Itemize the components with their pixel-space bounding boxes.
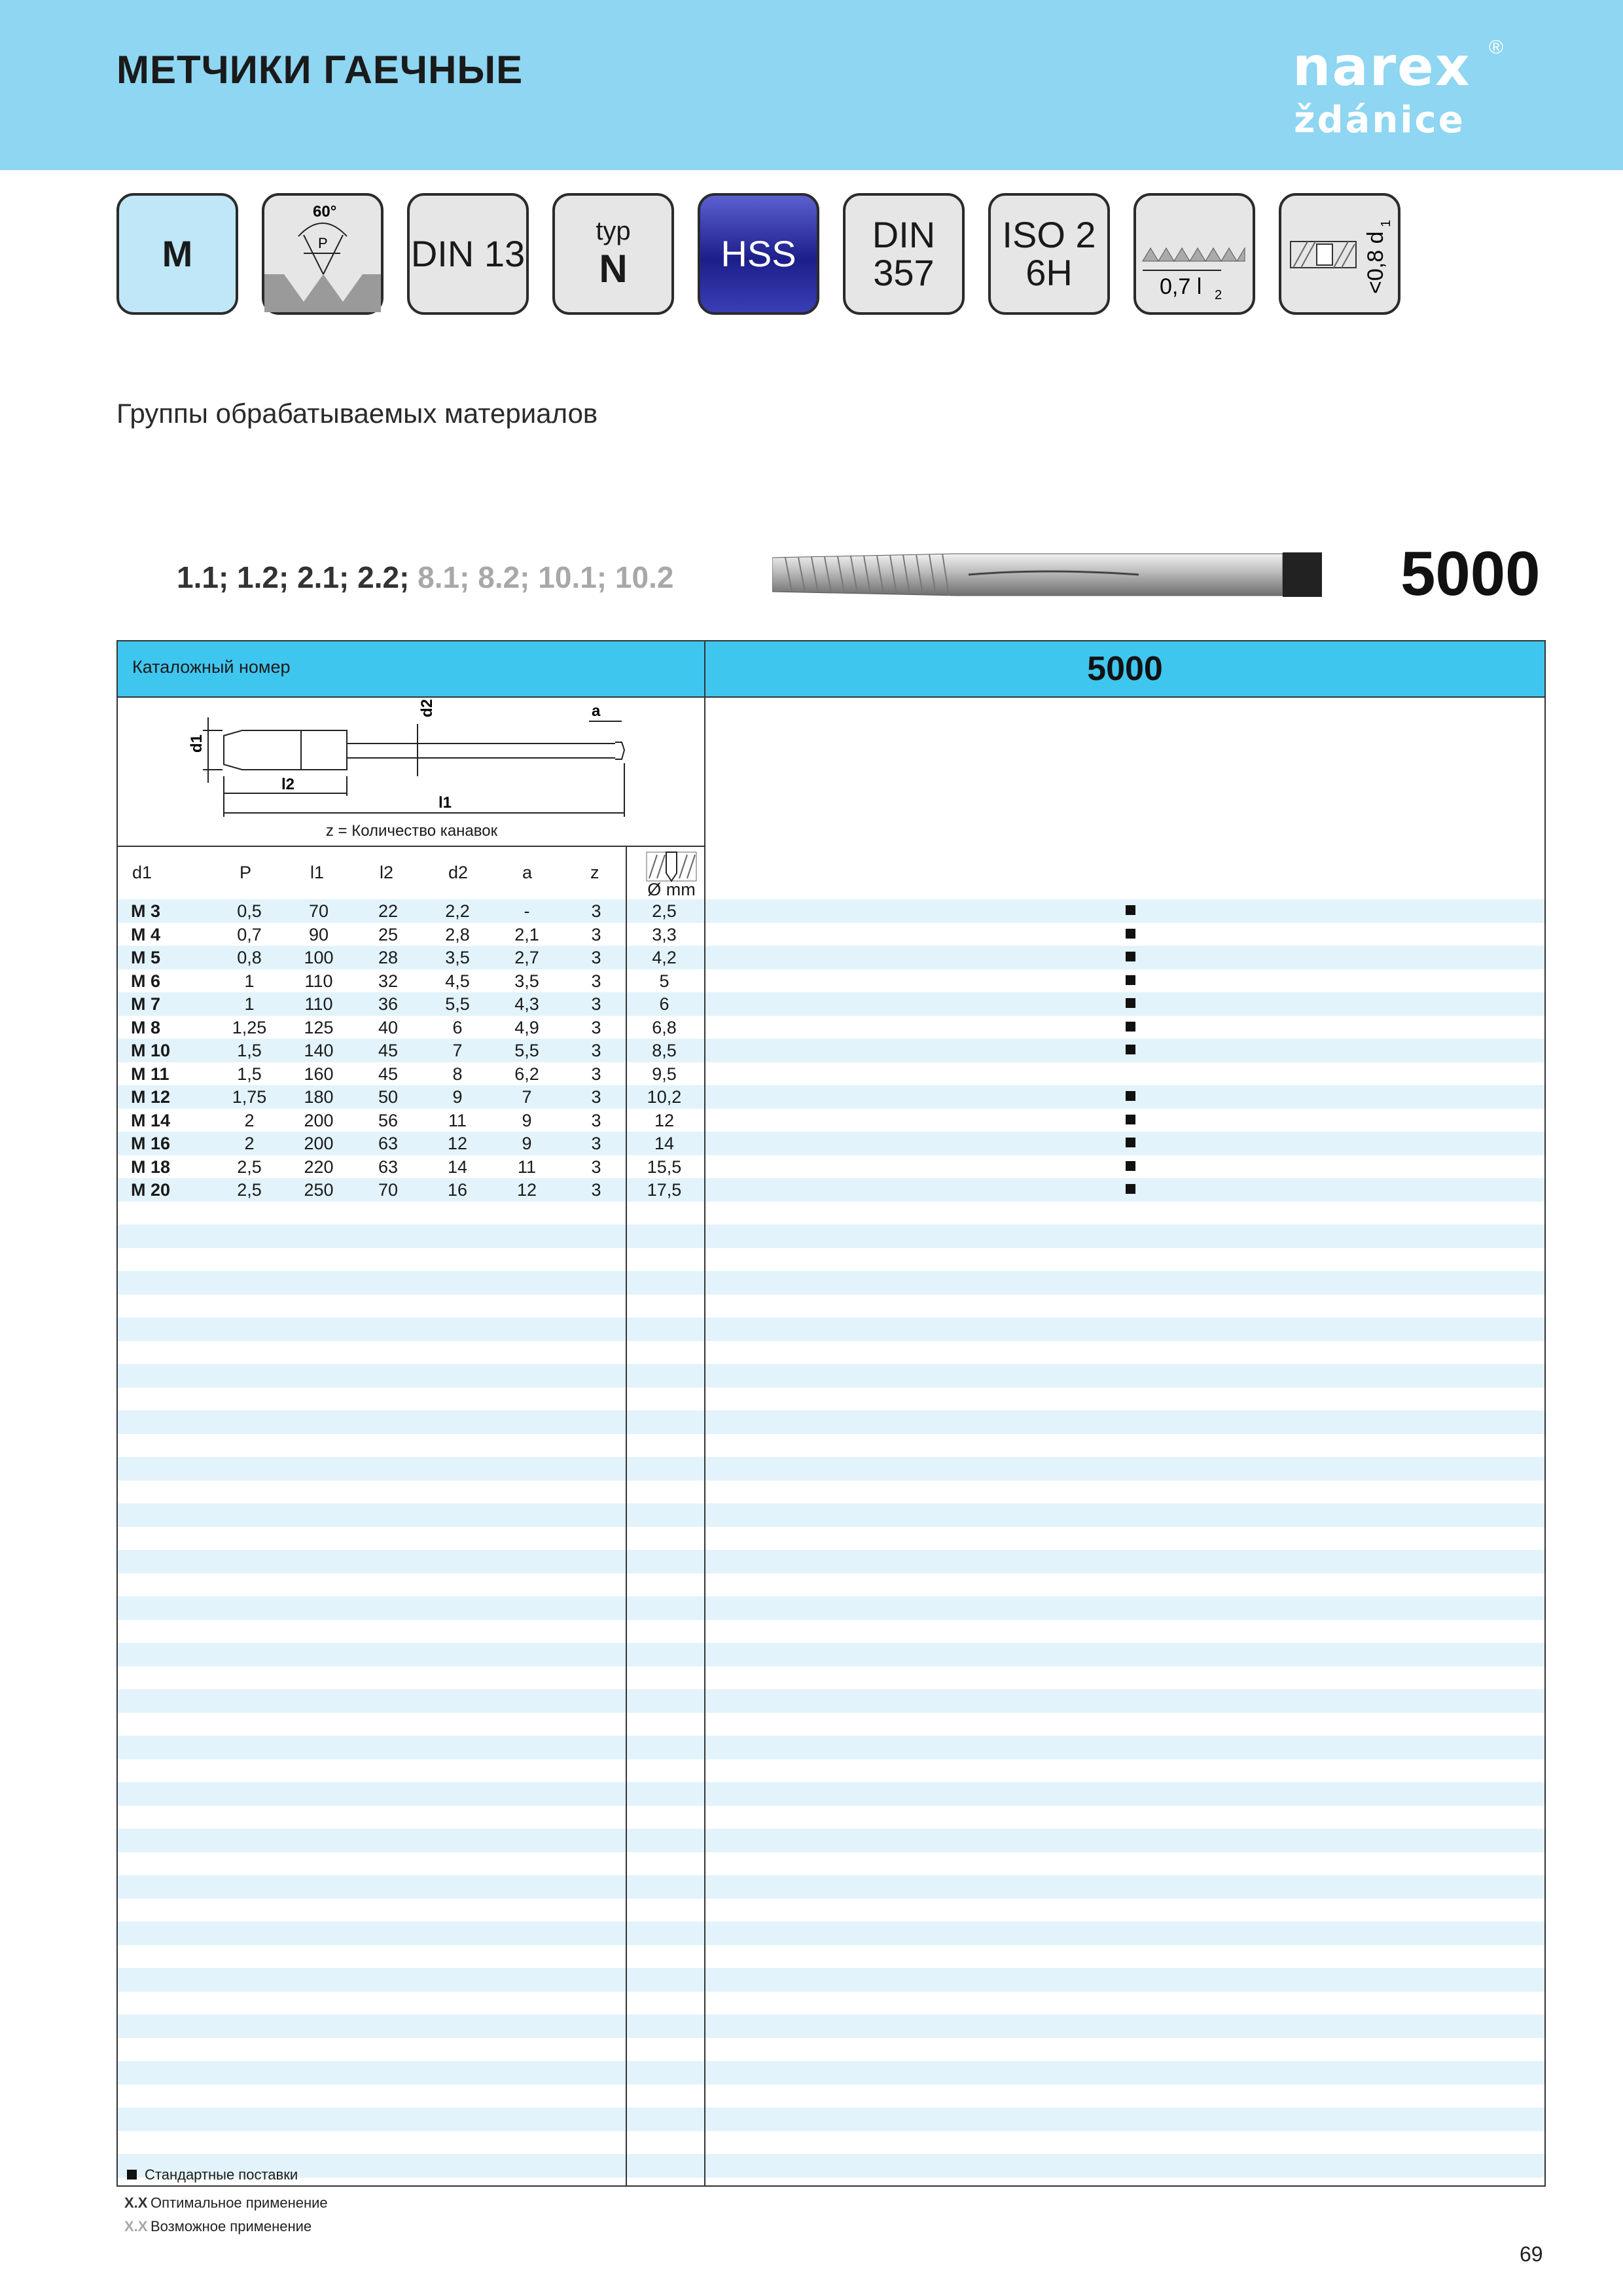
- thread-profile-svg: [264, 196, 381, 312]
- table-stripe: [118, 1992, 1544, 2015]
- cell-drill: 6,8: [652, 1017, 677, 1037]
- table-stripe: [118, 1225, 1544, 1248]
- svg-text:P: P: [318, 235, 328, 251]
- cell-d2: 7: [452, 1041, 463, 1060]
- table-row: [118, 1062, 1544, 1086]
- product-code: 5000: [1400, 539, 1541, 609]
- svg-text:d1: d1: [188, 734, 205, 753]
- logo-top: narex: [1293, 36, 1471, 98]
- cell-z: 3: [591, 1180, 601, 1200]
- catalog-label: Каталожный номер: [132, 657, 291, 677]
- cell-l1: 110: [304, 971, 333, 991]
- standard-supply-mark: [1126, 1184, 1135, 1194]
- cell-d2: 2,8: [445, 924, 470, 944]
- col-z: z: [590, 863, 599, 882]
- cell-d2: 9: [452, 1087, 463, 1107]
- page-number: 69: [1520, 2242, 1543, 2266]
- chamfer-icon: [1133, 193, 1255, 315]
- cell-d2: 3,5: [445, 948, 470, 967]
- cell-a: 9: [522, 1134, 532, 1153]
- standard-supply-mark: [1126, 929, 1135, 939]
- table-stripe: [118, 1922, 1544, 1945]
- cell-z: 3: [591, 948, 601, 967]
- cell-d1: M 5: [131, 948, 161, 967]
- cell-d2: 8: [452, 1064, 463, 1084]
- iso2-icon: ISO 2 6H: [988, 193, 1110, 315]
- cell-p: 0,7: [237, 924, 262, 944]
- cell-a: 12: [516, 1180, 537, 1200]
- table-row: [118, 969, 1544, 993]
- cell-drill: 14: [654, 1134, 675, 1153]
- cell-l2: 32: [378, 971, 399, 991]
- table-row: [118, 899, 1544, 923]
- col-l2: l2: [380, 863, 394, 882]
- svg-text:60°: 60°: [313, 203, 337, 221]
- cell-l1: 110: [304, 994, 333, 1014]
- cell-a: 3,5: [514, 971, 539, 991]
- table-stripe: [118, 1968, 1544, 1992]
- standard-supply-mark: [1126, 1045, 1135, 1054]
- col-drill: Ø mm: [647, 880, 696, 899]
- cell-l2: 63: [378, 1134, 399, 1153]
- possible-groups: 8.1; 8.2; 10.1; 10.2: [409, 560, 674, 594]
- cell-d2: 6: [452, 1017, 463, 1037]
- hss-icon: HSS: [698, 193, 819, 315]
- cell-z: 3: [591, 971, 601, 991]
- cell-d2: 12: [447, 1134, 468, 1153]
- cell-z: 3: [591, 1017, 601, 1037]
- drill-icon: [640, 850, 703, 884]
- cell-l2: 45: [378, 1041, 399, 1060]
- cell-a: 4,3: [514, 994, 539, 1014]
- cell-d1: M 4: [131, 924, 161, 944]
- table-stripe: [118, 1666, 1544, 1690]
- table-stripe: [118, 1806, 1544, 1829]
- cell-d1: M 7: [131, 994, 161, 1014]
- cell-l1: 180: [304, 1087, 334, 1107]
- page-title: МЕТЧИКИ ГАЕЧНЫЕ: [116, 48, 524, 92]
- cell-d2: 5,5: [445, 994, 470, 1014]
- cell-l2: 45: [378, 1064, 399, 1084]
- cell-a: 11: [517, 1157, 537, 1177]
- logo-bottom: ždánice: [1294, 99, 1465, 141]
- table-stripe: [118, 1503, 1544, 1527]
- legend-possible: X.X Возможное применение: [124, 2218, 312, 2234]
- cell-p: 1: [244, 994, 255, 1014]
- cell-l2: 25: [378, 924, 399, 944]
- product-table: [116, 640, 1546, 2187]
- standard-supply-mark: [1126, 998, 1135, 1008]
- cell-d2: 14: [447, 1157, 468, 1177]
- material-groups: [177, 560, 673, 595]
- table-stripe: [118, 1271, 1544, 1295]
- svg-text:<0,8 d: <0,8 d: [1363, 231, 1388, 294]
- cell-z: 3: [591, 1110, 601, 1130]
- cell-p: 1: [244, 971, 255, 991]
- table-stripe: [118, 1410, 1544, 1434]
- optimal-groups: 1.1; 1.2; 2.1; 2.2;: [177, 560, 410, 594]
- cell-a: 4,9: [514, 1017, 539, 1037]
- cell-l2: 22: [378, 901, 399, 921]
- type-n-icon: typ N: [552, 193, 674, 315]
- table-stripe: [118, 1202, 1544, 1225]
- col-d2: d2: [448, 863, 469, 882]
- cell-l1: 220: [304, 1157, 334, 1177]
- table-stripe: [118, 1388, 1544, 1411]
- table-stripe: [118, 1596, 1544, 1620]
- flutes-caption: z = Количество канавок: [325, 822, 498, 840]
- tap-dimension-diagram: [118, 698, 705, 846]
- table-stripe: [118, 2108, 1544, 2131]
- tap-image: [772, 548, 1335, 601]
- table-stripe: [118, 2154, 1544, 2178]
- table-row: [118, 1039, 1544, 1062]
- thread-m-icon: M: [116, 193, 238, 315]
- cell-drill: 15,5: [647, 1157, 682, 1177]
- cell-p: 0,5: [237, 901, 262, 921]
- table-row: [118, 1178, 1544, 1202]
- cell-a: 2,1: [514, 924, 539, 944]
- cell-d1: M 11: [131, 1064, 169, 1084]
- catalog-number-cell: [705, 641, 1544, 696]
- table-stripe: [118, 1527, 1544, 1551]
- table-stripe: [118, 2038, 1544, 2062]
- table-stripe: [118, 1875, 1544, 1899]
- cell-drill: 5: [659, 971, 669, 991]
- cell-drill: 9,5: [652, 1064, 677, 1084]
- cell-l2: 70: [378, 1180, 399, 1200]
- cell-p: 2,5: [237, 1157, 262, 1177]
- table-row: [118, 946, 1544, 969]
- table-stripe: [118, 1643, 1544, 1666]
- cell-p: 0,8: [237, 948, 262, 967]
- table-row: [118, 1132, 1544, 1155]
- cell-drill: 2,5: [652, 901, 677, 921]
- standard-supply-mark: [1126, 905, 1135, 915]
- col-p: P: [240, 863, 252, 882]
- cell-a: 2,7: [514, 948, 539, 967]
- cell-z: 3: [591, 1087, 601, 1107]
- cell-p: 1,75: [232, 1087, 267, 1107]
- standard-supply-mark: [1126, 952, 1135, 961]
- cell-z: 3: [591, 924, 601, 944]
- cell-p: 1,5: [237, 1041, 262, 1060]
- cell-l2: 28: [378, 948, 399, 967]
- cell-d1: M 14: [131, 1110, 171, 1130]
- hole-depth-icon: [1279, 193, 1400, 315]
- cell-d2: 16: [447, 1180, 468, 1200]
- cell-d1: M 3: [131, 901, 161, 921]
- table-stripe: [118, 1573, 1544, 1597]
- cell-z: 3: [591, 901, 601, 921]
- standard-supply-mark: [1126, 1115, 1135, 1124]
- standard-supply-mark: [1126, 1138, 1135, 1147]
- din13-icon: DIN 13: [407, 193, 529, 315]
- cell-l1: 125: [304, 1017, 334, 1037]
- table-stripe: [118, 1759, 1544, 1783]
- cell-p: 2: [244, 1134, 255, 1153]
- table-row: [118, 992, 1544, 1016]
- table-stripe: [118, 1341, 1544, 1365]
- table-stripe: [118, 1689, 1544, 1713]
- svg-text:l2: l2: [281, 776, 295, 793]
- svg-text:0,7 l: 0,7 l: [1160, 274, 1202, 299]
- cell-drill: 17,5: [647, 1180, 682, 1200]
- cell-l2: 50: [378, 1087, 399, 1107]
- cell-a: 6,2: [514, 1064, 539, 1084]
- cell-l1: 160: [304, 1064, 334, 1084]
- catalog-label-cell: [118, 641, 705, 696]
- catalog-column-top: [705, 698, 1544, 898]
- cell-l1: 140: [304, 1041, 334, 1060]
- col-d1: d1: [132, 863, 152, 882]
- col-l1: l1: [310, 863, 325, 882]
- page-header: [0, 0, 1623, 170]
- catalog-number: 5000: [1087, 650, 1163, 688]
- cell-drill: 12: [654, 1110, 675, 1130]
- table-stripe: [118, 1434, 1544, 1458]
- table-stripe: [118, 1248, 1544, 1272]
- narex-logo: [1293, 36, 1504, 145]
- table-row: [118, 1085, 1544, 1109]
- standard-supply-mark: [1126, 1161, 1135, 1171]
- table-stripe: [118, 1945, 1544, 1969]
- svg-text:d2: d2: [418, 698, 436, 717]
- cell-l2: 56: [378, 1110, 399, 1130]
- cell-a: -: [524, 901, 530, 921]
- cell-l1: 200: [304, 1110, 334, 1130]
- cell-l1: 90: [308, 924, 329, 944]
- cell-l1: 100: [304, 948, 334, 967]
- table-stripe: [118, 2085, 1544, 2108]
- table-stripe: [118, 1782, 1544, 1806]
- cell-l1: 70: [308, 901, 329, 921]
- table-stripe: [118, 1829, 1544, 1852]
- cell-d1: M 18: [131, 1157, 171, 1177]
- cell-p: 2,5: [237, 1180, 262, 1200]
- svg-text:a: a: [592, 702, 601, 720]
- table-stripe: [118, 2131, 1544, 2155]
- table-stripe: [118, 2061, 1544, 2085]
- thread-profile-icon: [262, 193, 383, 315]
- svg-text:l1: l1: [438, 794, 452, 812]
- table-stripe: [118, 1620, 1544, 1643]
- cell-z: 3: [591, 1134, 601, 1153]
- cell-drill: 4,2: [652, 948, 677, 967]
- cell-z: 3: [591, 1041, 601, 1060]
- cell-z: 3: [591, 1064, 601, 1084]
- cell-a: 9: [522, 1110, 532, 1130]
- cell-l1: 200: [304, 1134, 334, 1153]
- cell-drill: 6: [659, 994, 669, 1014]
- table-stripe: [118, 1480, 1544, 1504]
- cell-d1: M 20: [131, 1180, 171, 1200]
- legend-optimal: X.X Оптимальное применение: [124, 2195, 328, 2211]
- cell-z: 3: [591, 994, 601, 1014]
- divider-drill-left: [626, 847, 627, 2187]
- table-stripe: [118, 2015, 1544, 2038]
- cell-p: 1,25: [232, 1017, 267, 1037]
- cell-d1: M 8: [131, 1017, 161, 1037]
- cell-d1: M 12: [131, 1087, 171, 1107]
- registered-mark: ®: [1489, 37, 1504, 58]
- svg-text:2: 2: [1215, 288, 1222, 302]
- din357-icon: DIN 357: [843, 193, 965, 315]
- cell-l1: 250: [304, 1180, 334, 1200]
- material-groups-label: Группы обрабатываемых материалов: [116, 398, 598, 429]
- cell-l2: 40: [378, 1017, 399, 1037]
- cell-p: 1,5: [237, 1064, 262, 1084]
- cell-p: 2: [244, 1110, 255, 1130]
- table-stripe: [118, 1295, 1544, 1318]
- cell-a: 7: [522, 1087, 532, 1107]
- legend-standard: Стандартные поставки: [127, 2166, 298, 2183]
- table-stripe: [118, 1852, 1544, 1876]
- cell-d1: M 10: [131, 1041, 171, 1060]
- standard-supply-mark: [1126, 1022, 1135, 1031]
- table-row: [118, 923, 1544, 946]
- svg-text:1: 1: [1379, 219, 1393, 227]
- divider-catalog: [704, 641, 705, 2187]
- standard-supply-mark: [1126, 975, 1135, 985]
- spec-icons: [116, 193, 1425, 319]
- column-headers: [118, 847, 705, 899]
- table-stripe: [118, 1457, 1544, 1480]
- table-row: [118, 1016, 1544, 1039]
- cell-drill: 10,2: [647, 1087, 682, 1107]
- cell-d2: 4,5: [445, 971, 470, 991]
- col-a: a: [522, 863, 533, 882]
- cell-a: 5,5: [514, 1041, 539, 1060]
- cell-z: 3: [591, 1157, 601, 1177]
- table-stripe: [118, 1899, 1544, 1922]
- cell-d2: 11: [448, 1110, 467, 1130]
- cell-l2: 63: [378, 1157, 399, 1177]
- cell-d2: 2,2: [445, 901, 470, 921]
- table-stripe: [118, 1736, 1544, 1759]
- cell-d1: M 6: [131, 971, 161, 991]
- cell-drill: 8,5: [652, 1041, 677, 1060]
- table-stripe: [118, 1713, 1544, 1736]
- cell-drill: 3,3: [652, 924, 677, 944]
- table-body: [118, 899, 1544, 2187]
- standard-mark-icon: [127, 2170, 137, 2179]
- standard-supply-mark: [1126, 1091, 1135, 1101]
- table-stripe: [118, 1550, 1544, 1573]
- cell-l2: 36: [378, 994, 399, 1014]
- table-stripe: [118, 1318, 1544, 1341]
- table-row: [118, 1109, 1544, 1132]
- cell-d1: M 16: [131, 1134, 171, 1153]
- table-stripe: [118, 1364, 1544, 1388]
- table-row: [118, 1155, 1544, 1179]
